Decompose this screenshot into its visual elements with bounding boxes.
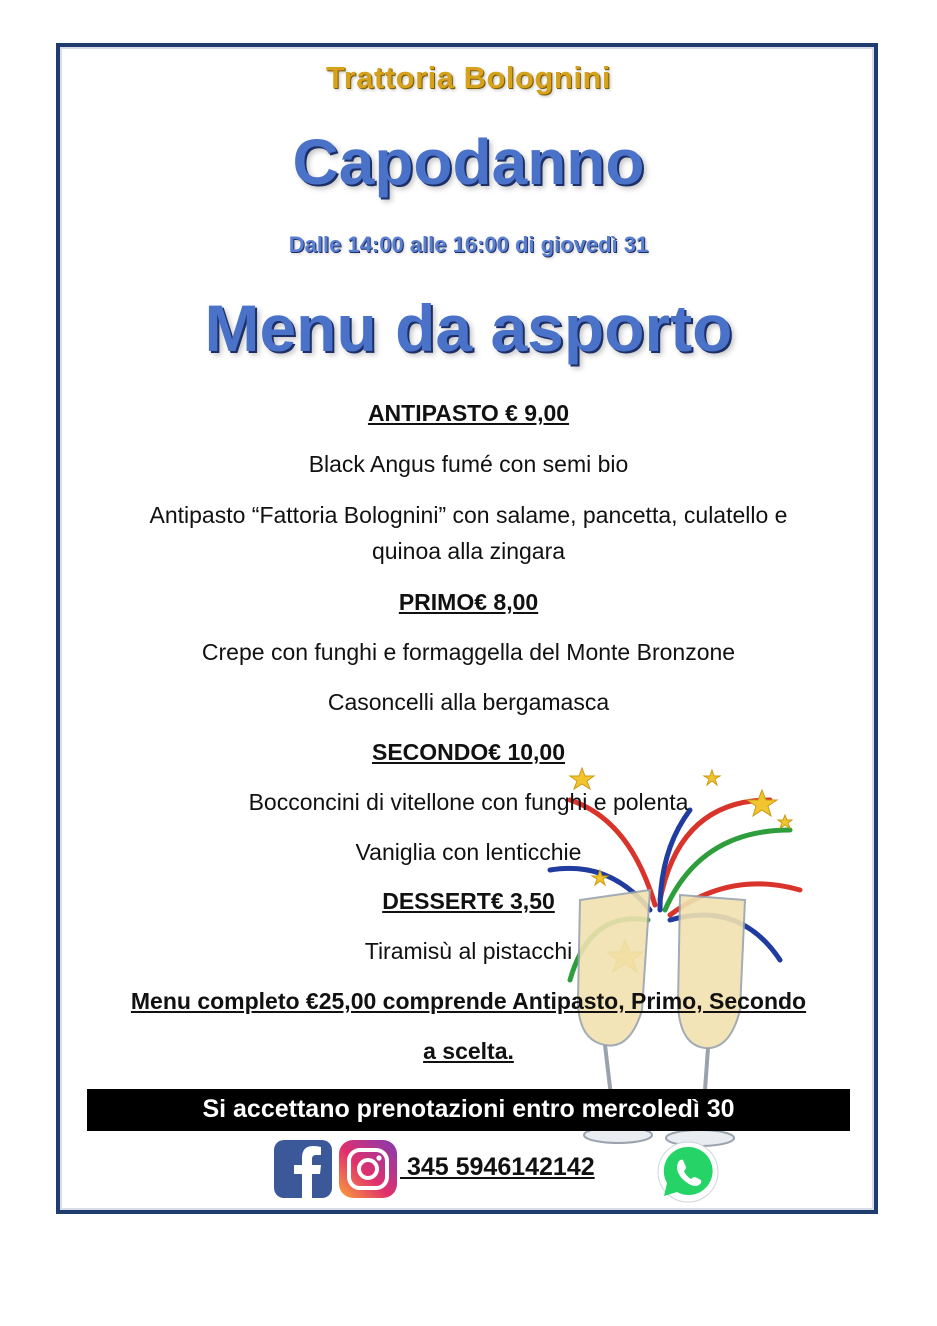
secondo-heading: SECONDO€ 10,00: [371, 739, 566, 765]
menu-item: Tiramisù al pistacchi: [364, 938, 573, 964]
facebook-icon[interactable]: [274, 1140, 332, 1198]
instagram-icon[interactable]: [339, 1140, 397, 1198]
restaurant-name: Trattoria Bolognini: [325, 60, 612, 95]
menu-item: Casoncelli alla bergamasca: [327, 689, 610, 715]
menu-item: Crepe con funghi e formaggella del Monte Bronzone: [201, 639, 736, 665]
menu-item: quinoa alla zingara: [371, 538, 566, 564]
menu-title: Menu da asporto: [204, 291, 733, 365]
menu-item: Bocconcini di vitellone con funghi e polenta: [248, 789, 689, 815]
whatsapp-icon[interactable]: [655, 1139, 721, 1205]
menu-item: Black Angus fumé con semi bio: [308, 451, 629, 477]
menu-item: Antipasto “Fattoria Bolognini” con salame, pancetta, culatello e: [149, 502, 788, 528]
full-menu-offer-cont: a scelta.: [423, 1038, 514, 1064]
full-menu-offer: Menu completo €25,00 comprende Antipasto, Primo, Secondo: [130, 988, 807, 1014]
booking-banner: Si accettano prenotazioni entro mercoledì 30: [87, 1089, 850, 1131]
primo-heading: PRIMO€ 8,00: [398, 589, 539, 615]
phone-number[interactable]: 345 5946142142: [400, 1153, 595, 1181]
event-time: Dalle 14:00 alle 16:00 di giovedì 31: [288, 232, 649, 257]
dessert-heading: DESSERT€ 3,50: [382, 888, 555, 914]
menu-item: Vaniglia con lenticchie: [355, 839, 582, 865]
event-title: Capodanno: [292, 126, 645, 198]
antipasto-heading: ANTIPASTO € 9,00: [367, 400, 570, 426]
